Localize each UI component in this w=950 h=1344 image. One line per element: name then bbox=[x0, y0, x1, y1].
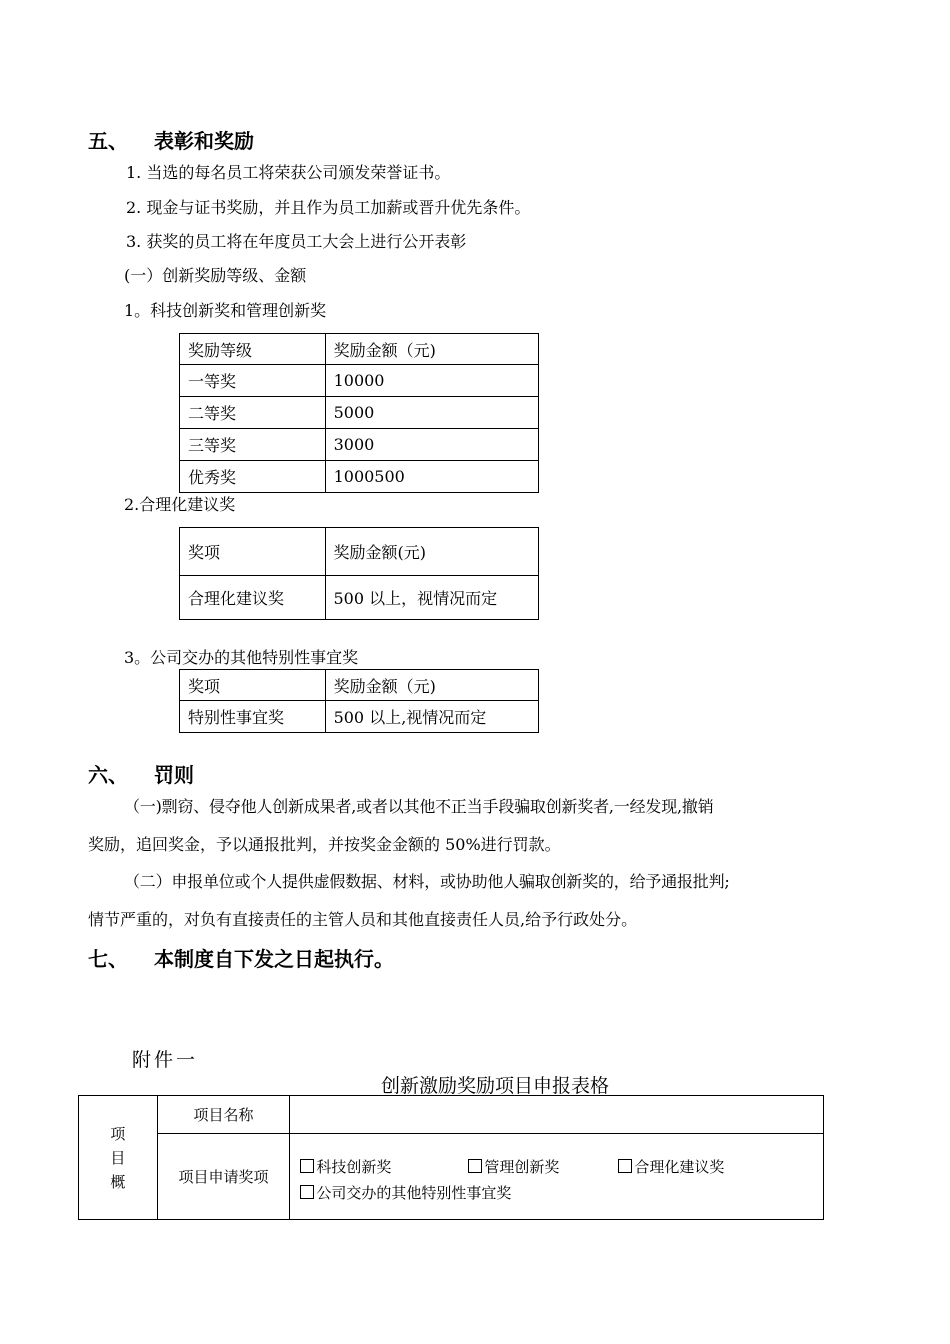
table-cell: 3000 bbox=[325, 429, 538, 461]
option-rationalization[interactable] bbox=[618, 1154, 724, 1180]
penalty-para-1-line-2: 奖励，追回奖金，予以通报批判，并按奖金金额的 50%进行罚款。 bbox=[88, 835, 561, 854]
table-header-cell: 奖励金额（元) bbox=[325, 334, 538, 365]
attachment-label: 附件一 bbox=[132, 1049, 199, 1071]
form-title: 创新激励奖励项目申报表格 bbox=[380, 1075, 609, 1097]
table-header-cell: 奖项 bbox=[180, 670, 326, 701]
table-cell: 二等奖 bbox=[180, 397, 326, 429]
tech-award-table bbox=[179, 333, 539, 493]
table-header-row bbox=[180, 334, 539, 365]
section-7-heading bbox=[88, 943, 394, 972]
table-cell: 5000 bbox=[325, 397, 538, 429]
form-side-label bbox=[79, 1096, 158, 1220]
table-header-row bbox=[180, 670, 539, 701]
special-award-table bbox=[179, 669, 539, 733]
table-row bbox=[180, 461, 539, 493]
checkbox-icon[interactable] bbox=[300, 1185, 314, 1199]
option-label: 管理创新奖 bbox=[484, 1158, 560, 1176]
section-6-number: 六、 bbox=[88, 763, 128, 787]
table-cell: 一等奖 bbox=[180, 365, 326, 397]
penalty-para-1-line-1: （一)剽窃、侵夺他人创新成果者,或者以其他不正当手段骗取创新奖者,一经发现,撤销 bbox=[124, 797, 714, 816]
table-cell: 三等奖 bbox=[180, 429, 326, 461]
rational-table-caption: 2.合理化建议奖 bbox=[124, 495, 236, 514]
table-cell: 500 以上,视情况而定 bbox=[325, 701, 538, 733]
project-name-field[interactable] bbox=[290, 1096, 824, 1134]
table-cell: 500 以上，视情况而定 bbox=[325, 576, 539, 620]
rational-award-table bbox=[179, 527, 539, 620]
section-7-title: 本制度自下发之日起执行。 bbox=[154, 947, 394, 971]
section-5-item-2: 2. 现金与证书奖励，并且作为员工加薪或晋升优先条件。 bbox=[126, 198, 531, 217]
section-5-title: 表彰和奖励 bbox=[154, 129, 254, 153]
section-7-number: 七、 bbox=[88, 947, 128, 971]
section-5-subheading: (一）创新奖励等级、金额 bbox=[124, 266, 307, 285]
table-row bbox=[180, 576, 539, 620]
award-options-label: 项目申请奖项 bbox=[157, 1134, 290, 1220]
checkbox-icon[interactable] bbox=[618, 1159, 632, 1173]
form-side-char: 项 bbox=[110, 1124, 126, 1143]
table-header-cell: 奖励金额(元) bbox=[325, 528, 539, 576]
table-cell: 优秀奖 bbox=[180, 461, 326, 493]
table-cell: 1000500 bbox=[325, 461, 538, 493]
form-side-char: 目 bbox=[110, 1148, 126, 1167]
project-name-label: 项目名称 bbox=[157, 1096, 290, 1134]
section-5-item-3: 3. 获奖的员工将在年度员工大会上进行公开表彰 bbox=[126, 232, 467, 251]
penalty-para-2-line-1: （二）申报单位或个人提供虚假数据、材料，或协助他人骗取创新奖的，给予通报批判; bbox=[124, 872, 730, 891]
option-label: 公司交办的其他特别性事宜奖 bbox=[316, 1184, 512, 1202]
table-row bbox=[180, 397, 539, 429]
table-row bbox=[180, 701, 539, 733]
section-5-heading bbox=[88, 125, 254, 154]
table-cell: 10000 bbox=[325, 365, 538, 397]
option-label: 合理化建议奖 bbox=[634, 1158, 725, 1176]
table-header-cell: 奖励等级 bbox=[180, 334, 326, 365]
award-options-cell bbox=[290, 1134, 824, 1220]
penalty-para-2-line-2: 情节严重的，对负有直接责任的主管人员和其他直接责任人员,给予行政处分。 bbox=[88, 910, 638, 929]
tech-table-caption: 1。科技创新奖和管理创新奖 bbox=[124, 301, 327, 320]
checkbox-icon[interactable] bbox=[300, 1159, 314, 1173]
application-form-table bbox=[78, 1095, 824, 1220]
table-header-row bbox=[180, 528, 539, 576]
table-row bbox=[180, 429, 539, 461]
option-label: 科技创新奖 bbox=[316, 1158, 392, 1176]
special-table-caption: 3。公司交办的其他特别性事宜奖 bbox=[124, 648, 359, 667]
checkbox-icon[interactable] bbox=[468, 1159, 482, 1173]
table-cell: 特别性事宜奖 bbox=[180, 701, 326, 733]
form-row-award-options bbox=[79, 1134, 824, 1220]
option-management-innovation[interactable] bbox=[468, 1154, 618, 1180]
section-6-heading bbox=[88, 759, 194, 788]
table-header-cell: 奖项 bbox=[180, 528, 326, 576]
option-tech-innovation[interactable] bbox=[300, 1154, 468, 1180]
option-special-matters[interactable] bbox=[300, 1180, 511, 1206]
form-row-project-name bbox=[79, 1096, 824, 1134]
table-cell: 合理化建议奖 bbox=[180, 576, 326, 620]
table-row bbox=[180, 365, 539, 397]
section-5-item-1: 1. 当选的每名员工将荣获公司颁发荣誉证书。 bbox=[126, 163, 451, 182]
section-6-title: 罚则 bbox=[154, 763, 194, 787]
form-side-char: 概 bbox=[110, 1172, 126, 1191]
section-5-number: 五、 bbox=[88, 129, 128, 153]
table-header-cell: 奖励金额（元) bbox=[325, 670, 538, 701]
